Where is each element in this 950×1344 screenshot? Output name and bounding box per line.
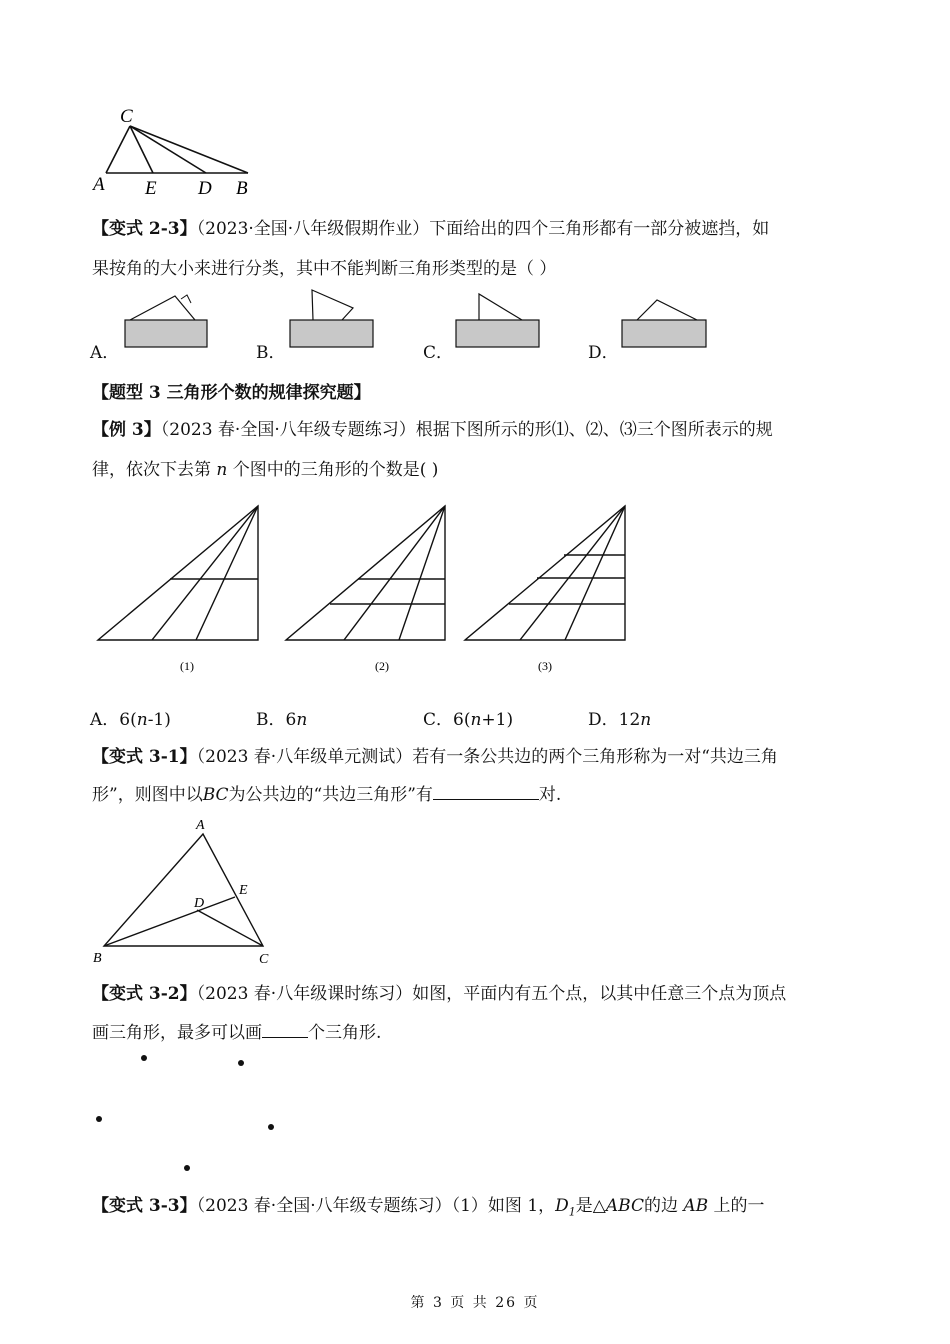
occluded-triangle-b	[285, 285, 380, 350]
v33-text1c: 的边	[643, 1196, 684, 1216]
v33-line1	[92, 1191, 765, 1218]
v31-text2c: 对.	[538, 785, 562, 805]
label-d2: D	[194, 896, 205, 911]
ex3-option-c-post: +1)	[481, 710, 514, 730]
point-1	[141, 1055, 147, 1061]
ex3-option-a-letter: A．	[90, 710, 120, 730]
label-a: A	[93, 174, 105, 195]
v33-var-abc: ABC	[605, 1196, 644, 1216]
v33-head: 【变式 3-3】	[92, 1196, 197, 1216]
v32-answer-blank[interactable]	[262, 1021, 308, 1038]
ex3-text2a: 律，依次下去第	[92, 460, 217, 480]
v23-option-c: C．	[423, 343, 454, 363]
ex3-option-d-var: n	[640, 710, 652, 730]
v23-option-b: B．	[256, 343, 286, 363]
section-3-title: 【题型 3 三角形个数的规律探究题】	[92, 383, 371, 403]
ex3-option-c-letter: C．	[423, 710, 454, 730]
v33-text1d: 上的一	[708, 1196, 765, 1216]
label-e: E	[145, 178, 157, 199]
point-5	[184, 1165, 190, 1171]
v32-text2b: 个三角形.	[308, 1023, 382, 1043]
label-d: D	[198, 178, 212, 199]
label-a2: A	[196, 818, 205, 833]
v32-line2	[92, 1018, 381, 1043]
ex3-line2	[92, 455, 438, 480]
v23-text1: （2023·全国·八年级假期作业）下面给出的四个三角形都有一部分被遮挡，如	[196, 219, 770, 239]
ex3-line1	[92, 415, 773, 440]
v33-var-d: D	[555, 1196, 569, 1216]
v23-option-a: A．	[90, 343, 120, 363]
ex3-option-b-pre: 6	[285, 710, 297, 730]
v23-line2: 果按角的大小来进行分类，其中不能判断三角形类型的是（ ）	[92, 259, 557, 279]
point-4	[268, 1124, 274, 1130]
label-e2: E	[239, 883, 248, 898]
v32-text1: （2023 春·八年级课时练习）如图，平面内有五个点，以其中任意三个点为顶点	[196, 984, 787, 1004]
ex3-text2b: 个图中的三角形的个数是( )	[227, 460, 439, 480]
ex3-option-c	[423, 705, 513, 730]
v31-line2	[92, 780, 561, 805]
v33-var-ab: AB	[683, 1196, 709, 1216]
v31-text2b: 为公共边的“共边三角形”有	[228, 785, 433, 805]
ex3-option-a-var: n	[136, 710, 148, 730]
ex3-option-d	[588, 705, 651, 730]
occluded-triangle-a	[120, 290, 215, 350]
v31-answer-blank[interactable]	[433, 783, 539, 800]
ex3-option-a-pre: 6(	[119, 710, 137, 730]
ex3-option-b	[256, 705, 307, 730]
caption-3: (3)	[538, 659, 552, 673]
ex3-option-c-pre: 6(	[453, 710, 471, 730]
point-2	[238, 1060, 244, 1066]
ex3-var-n: n	[216, 460, 228, 480]
label-b2: B	[93, 951, 102, 966]
v31-var-bc: BC	[202, 785, 229, 805]
label-c2: C	[259, 952, 269, 967]
ex3-option-c-var: n	[470, 710, 482, 730]
v32-head: 【变式 3-2】	[92, 984, 197, 1004]
occluded-triangle-d	[617, 292, 712, 350]
figure-triangle-abc	[88, 812, 283, 967]
v31-text2a: 形”，则图中以	[92, 785, 203, 805]
ex3-head: 【例 3】	[92, 420, 161, 440]
label-c: C	[120, 106, 133, 127]
label-b: B	[236, 178, 248, 199]
v23-line1	[92, 214, 769, 239]
v31-line1	[92, 742, 778, 767]
ex3-option-d-pre: 12	[618, 710, 641, 730]
v32-line1	[92, 979, 786, 1004]
v31-head: 【变式 3-1】	[92, 747, 197, 767]
point-3	[96, 1116, 102, 1122]
page-footer: 第 3 页 共 26 页	[410, 1295, 540, 1311]
figure-triangle-cadeb	[88, 100, 268, 200]
v33-text1b: 是△	[575, 1196, 606, 1216]
v33-var-d-sub: 1	[568, 1205, 576, 1219]
ex3-option-b-letter: B．	[256, 710, 286, 730]
v33-text1a: （2023 春·全国·八年级专题练习）（1）如图 1，	[196, 1196, 556, 1216]
caption-1: (1)	[180, 659, 194, 673]
v32-text2a: 画三角形，最多可以画	[92, 1023, 262, 1043]
ex3-option-a-post: -1)	[147, 710, 171, 730]
v23-head: 【变式 2-3】	[92, 219, 197, 239]
occluded-triangle-c	[452, 290, 547, 350]
ex3-option-d-letter: D．	[588, 710, 619, 730]
ex3-option-a	[90, 705, 171, 730]
ex3-option-b-var: n	[296, 710, 308, 730]
ex3-text1: （2023 春·全国·八年级专题练习）根据下图所示的形⑴、⑵、⑶三个图所表示的规	[160, 420, 773, 440]
pattern-triangles	[90, 500, 650, 685]
caption-2: (2)	[375, 659, 389, 673]
v31-text1: （2023 春·八年级单元测试）若有一条公共边的两个三角形称为一对“共边三角	[196, 747, 778, 767]
v23-option-d: D．	[588, 343, 619, 363]
